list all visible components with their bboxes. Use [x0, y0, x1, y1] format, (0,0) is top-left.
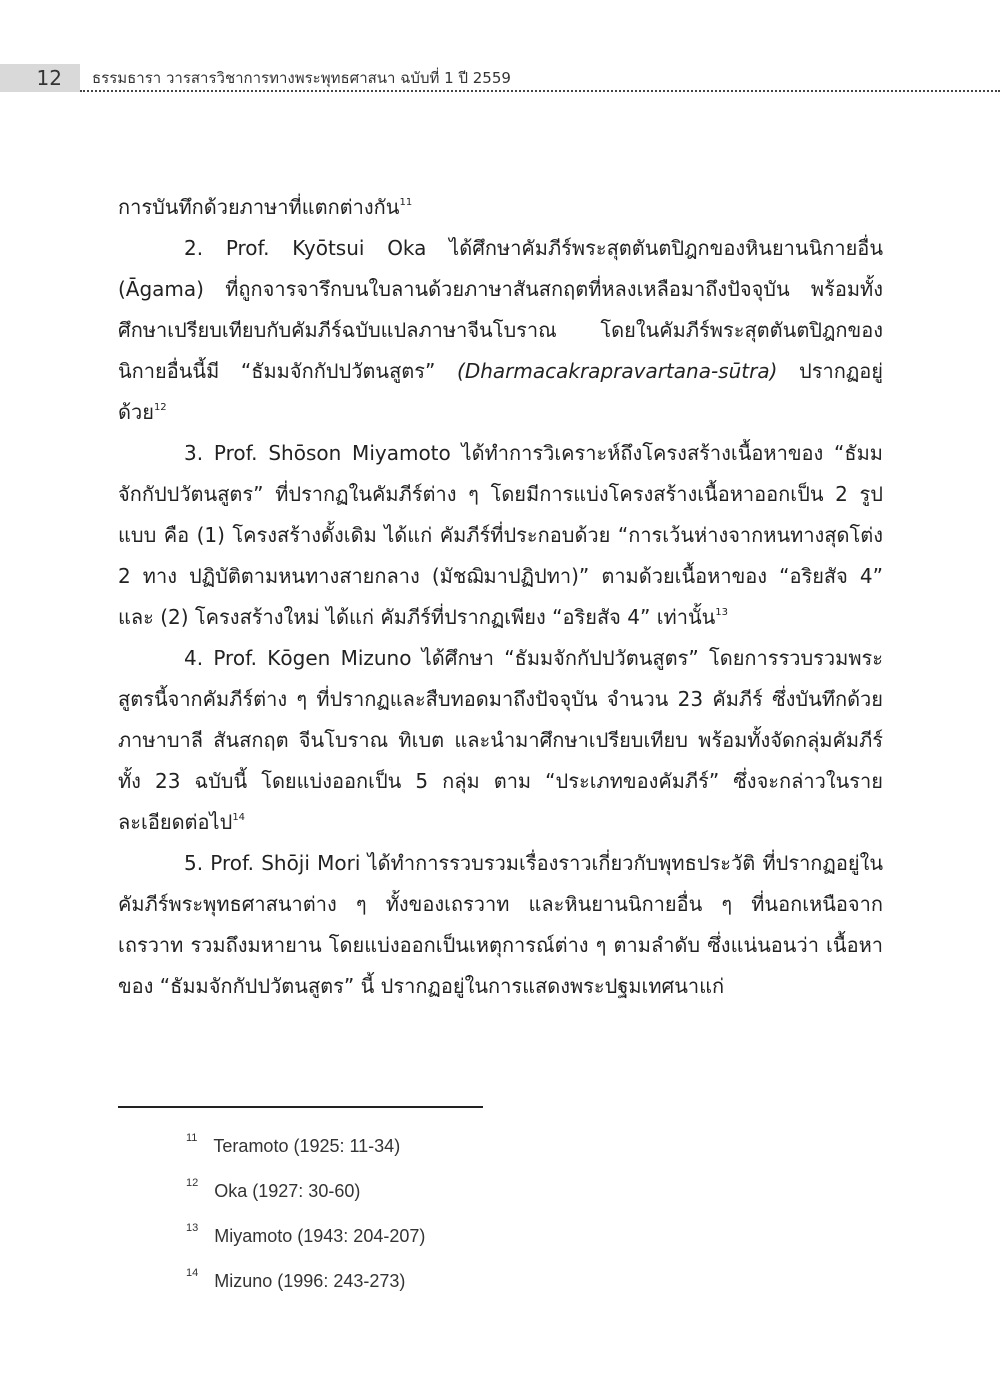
paragraph-1 — [118, 187, 883, 228]
footnote-text: Oka (1927: 30-60) — [214, 1181, 361, 1201]
paragraph-2 — [118, 228, 883, 433]
paragraph-text: 2. Prof. Kyōtsui Oka ได้ศึกษาคัมภีร์พระสุตตันตปิฎกของหินยานนิกายอื่น (Āgama) ที่ถูกจารจารึกบนใบลานด้วยภาษาสันสกฤตที่หลงเหลือมาถึงปัจจุบัน พร้อมทั้งศึกษาเปรียบเทียบกับคัมภีร์ฉบับแปลภาษาจีนโบราณ โดยในคัมภีร์พระสุตตันตปิฎกของนิกายอื่นนี้มี “ธัมมจักกัปปวัตนสูตร” — [118, 236, 883, 383]
paragraph-3 — [118, 433, 883, 638]
footnote-ref[interactable]: 11 — [399, 197, 413, 208]
footnote-number: 12 — [186, 1177, 199, 1189]
sanskrit-title: (Dharmacakrapravartana-sūtra) — [457, 359, 778, 383]
footnote-item — [186, 1216, 425, 1261]
paragraph-text: ปรากฏอยู่ด้วย — [118, 359, 883, 424]
paragraph-text: 4. Prof. Kōgen Mizuno ได้ศึกษา “ธัมมจักกัปปวัตนสูตร” โดยการรวบรวมพระสูตรนี้จากคัมภีร์ต่าง ๆ ที่ปรากฏและสืบทอดมาถึงปัจจุบัน จำนวน 23 คัมภีร์ ซึ่งบันทึกด้วยภาษาบาลี สันสกฤต จีนโบราณ ทิเบต และนำมาศึกษาเปรียบเทียบ พร้อมทั้งจัดกลุ่มคัมภีร์ทั้ง 23 ฉบับนี้ โดยแบ่งออกเป็น 5 กลุ่ม ตาม “ประเภทของคัมภีร์” ซึ่งจะกล่าวในรายละเอียดต่อไป — [118, 646, 883, 834]
running-title: ธรรมธารา วารสารวิชาการทางพระพุทธศาสนา ฉบับที่ 1 ปี 2559 — [92, 69, 511, 87]
footnote-item — [186, 1126, 425, 1171]
footnote-ref[interactable]: 13 — [715, 607, 729, 618]
footnote-number: 13 — [186, 1222, 199, 1234]
body-text — [118, 187, 883, 1007]
footnote-number: 14 — [186, 1267, 199, 1279]
paragraph-4 — [118, 638, 883, 843]
header-dotted-rule — [80, 90, 1000, 92]
paragraph-text: 5. Prof. Shōji Mori ได้ทำการรวบรวมเรื่องราวเกี่ยวกับพุทธประวัติ ที่ปรากฏอยู่ในคัมภีร์พระพุทธศาสนาต่าง ๆ ทั้งของเถรวาท และหินยานนิกายอื่น ๆ ที่นอกเหนือจากเถรวาท รวมถึงมหายาน โดยแบ่งออกเป็นเหตุการณ์ต่าง ๆ ตามลำดับ ซึ่งแน่นอนว่า เนื้อหาของ “ธัมมจักกัปปวัตนสูตร” นี้ ปรากฏอยู่ในการแสดงพระปฐมเทศนาแก่ — [118, 851, 883, 998]
footnote-ref[interactable]: 12 — [153, 402, 167, 413]
footnotes — [186, 1126, 425, 1306]
footnote-item — [186, 1261, 425, 1306]
footnote-text: Mizuno (1996: 243-273) — [214, 1271, 406, 1291]
footnote-item — [186, 1171, 425, 1216]
footnote-number: 11 — [186, 1132, 198, 1144]
footnote-separator — [118, 1106, 483, 1108]
paragraph-text: 3. Prof. Shōson Miyamoto ได้ทำการวิเคราะห์ถึงโครงสร้างเนื้อหาของ “ธัมมจักกัปปวัตนสูตร” ที่ปรากฏในคัมภีร์ต่าง ๆ โดยมีการแบ่งโครงสร้างเนื้อหาออกเป็น 2 รูปแบบ คือ (1) โครงสร้างดั้งเดิม ได้แก่ คัมภีร์ที่ประกอบด้วย “การเว้นห่างจากหนทางสุดโต่ง 2 ทาง ปฏิบัติตามหนทางสายกลาง (มัชฌิมาปฏิปทา)” ตามด้วยเนื้อหาของ “อริยสัจ 4” และ (2) โครงสร้างใหม่ ได้แก่ คัมภีร์ที่ปรากฏเพียง “อริยสัจ 4” เท่านั้น — [118, 441, 883, 629]
footnote-text: Miyamoto (1943: 204-207) — [214, 1226, 426, 1246]
page-header — [0, 60, 1000, 94]
paragraph-5 — [118, 843, 883, 1007]
page-number: 12 — [0, 64, 80, 92]
footnote-text: Teramoto (1925: 11-34) — [213, 1136, 401, 1156]
paragraph-text: การบันทึกด้วยภาษาที่แตกต่างกัน — [118, 195, 400, 219]
footnote-ref[interactable]: 14 — [232, 812, 246, 823]
